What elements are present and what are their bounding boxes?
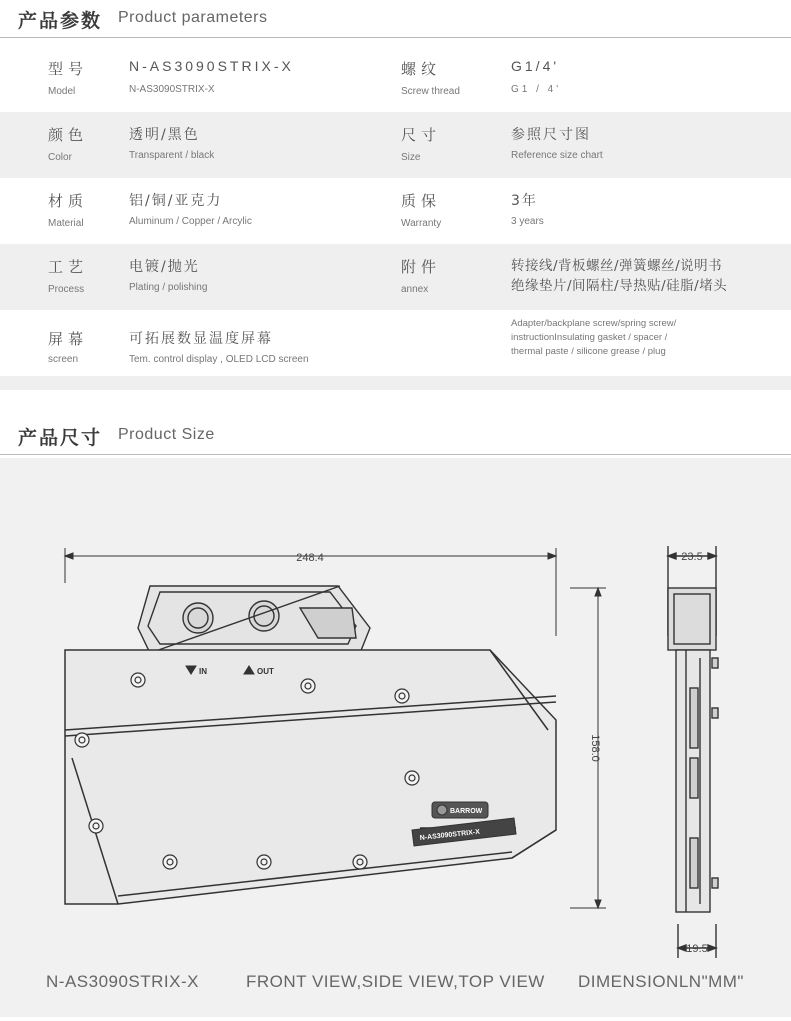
size-title-cn: 产品尺寸 xyxy=(18,427,103,449)
params-footer-band xyxy=(0,376,791,390)
technical-drawing xyxy=(0,458,791,1017)
size-section-header xyxy=(0,419,791,455)
param-row-process xyxy=(0,244,791,310)
arrow-head xyxy=(65,553,73,559)
param-value-en-line2: instructionInsulating gasket / spacer / xyxy=(511,332,668,343)
param-value-cn: N-AS3090STRIX-X xyxy=(129,58,294,74)
param-value-cn: G1/4' xyxy=(511,58,560,74)
param-label-en: Material xyxy=(48,218,84,229)
params-title-en: Product parameters xyxy=(118,9,268,26)
param-value-cn: 电镀/抛光 xyxy=(129,259,200,275)
param-value-cn: 铝/铜/亚克力 xyxy=(129,193,223,209)
header-divider xyxy=(0,454,791,455)
arrow-head xyxy=(548,553,556,559)
screw-hole-center xyxy=(399,693,405,699)
arrow-head xyxy=(595,588,601,596)
param-value-en-line3: thermal paste / silicone grease / plug xyxy=(511,346,666,357)
screw-hole-center xyxy=(79,737,85,743)
screw-hole-center xyxy=(261,859,267,865)
param-value-cn: 3年 xyxy=(511,193,538,209)
screw-hole-center xyxy=(357,859,363,865)
params-title-cn: 产品参数 xyxy=(18,10,103,32)
params-table xyxy=(0,46,791,390)
param-row-color xyxy=(0,112,791,178)
param-label-cn: 质保 xyxy=(401,192,442,210)
param-value-en: Aluminum / Copper / Arcylic xyxy=(129,216,252,227)
param-value-en: 3 years xyxy=(511,216,544,227)
side-top-dimension-label: 23.5 xyxy=(681,551,703,563)
param-label-cn: 附件 xyxy=(401,258,442,276)
param-label-en: screen xyxy=(48,354,79,365)
brand-logo-text: BARROW xyxy=(450,808,483,815)
params-section-header xyxy=(0,2,791,38)
height-dimension-label: 158.0 xyxy=(589,734,601,762)
side-view xyxy=(668,546,718,958)
header-divider xyxy=(0,37,791,38)
param-label-en: Warranty xyxy=(401,218,442,229)
param-value-en: Tem. control display , OLED LCD screen xyxy=(129,354,309,365)
param-label-cn: 屏幕 xyxy=(48,330,89,348)
in-label: IN xyxy=(199,667,207,676)
param-row-material xyxy=(0,178,791,244)
width-dimension-label: 248.4 xyxy=(296,552,324,564)
model-nameplate-text: N-AS3090STRIX-X xyxy=(419,828,481,842)
param-label-en: Model xyxy=(48,86,76,97)
param-value-cn-line1: 转接线/背板螺丝/弹簧螺丝/说明书 xyxy=(511,258,723,274)
param-value-cn: 参照尺寸图 xyxy=(511,127,591,143)
param-value-en: G1 / 4' xyxy=(511,84,562,95)
out-label: OUT xyxy=(257,667,274,676)
param-label-cn: 材质 xyxy=(48,192,89,210)
size-drawing-panel xyxy=(0,458,791,1017)
param-label-en: Screw thread xyxy=(401,86,460,97)
screw-hole-center xyxy=(93,823,99,829)
caption-units: DIMENSIONLN"MM" xyxy=(578,972,744,991)
brand-logo-icon xyxy=(437,805,447,815)
screw-hole-center xyxy=(409,775,415,781)
caption-model: N-AS3090STRIX-X xyxy=(46,972,199,991)
param-label-en: Color xyxy=(48,152,72,163)
screw-hole-center xyxy=(135,677,141,683)
param-value-en: N-AS3090STRIX-X xyxy=(129,84,215,95)
param-value-cn: 透明/黑色 xyxy=(129,127,200,143)
param-value-en-line1: Adapter/backplane screw/spring screw/ xyxy=(511,318,677,329)
param-label-cn: 尺寸 xyxy=(401,126,442,144)
param-label-cn: 螺纹 xyxy=(401,60,442,78)
caption-views: FRONT VIEW,SIDE VIEW,TOP VIEW xyxy=(246,972,545,991)
param-value-en: Reference size chart xyxy=(511,150,603,161)
param-value-cn: 可拓展数显温度屏幕 xyxy=(129,331,273,347)
param-label-cn: 工艺 xyxy=(48,258,89,276)
arrow-head xyxy=(595,900,601,908)
param-label-en: Size xyxy=(401,152,421,163)
param-row-model xyxy=(0,46,791,112)
screw-hole-center xyxy=(305,683,311,689)
size-title-en: Product Size xyxy=(118,426,215,443)
terminal-block xyxy=(138,586,370,653)
param-row-screen xyxy=(0,310,791,376)
param-value-en: Plating / polishing xyxy=(129,282,208,293)
param-label-en: annex xyxy=(401,284,429,295)
param-label-cn: 型号 xyxy=(48,60,89,78)
param-value-cn-line2: 绝缘垫片/间隔柱/导热贴/硅脂/堵头 xyxy=(511,278,728,294)
screw-hole-center xyxy=(167,859,173,865)
param-label-cn: 颜色 xyxy=(48,126,89,144)
side-bottom-dimension-label: 19.5 xyxy=(686,943,708,955)
param-label-en: Process xyxy=(48,284,85,295)
param-value-en: Transparent / black xyxy=(129,150,215,161)
